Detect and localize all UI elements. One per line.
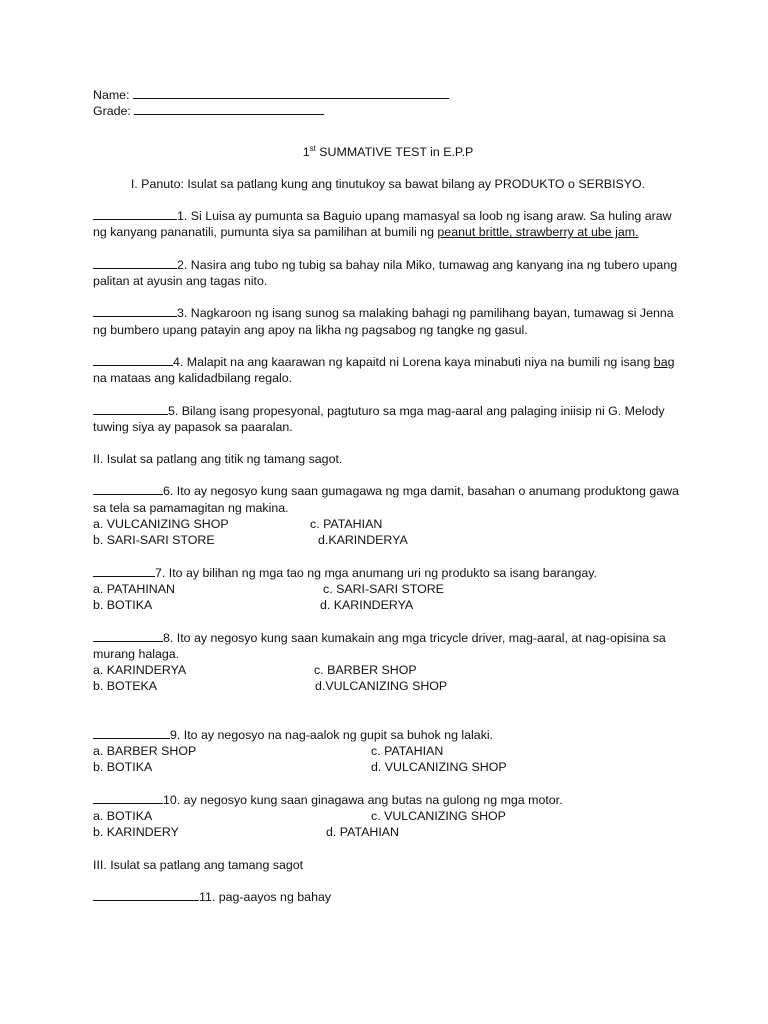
question-5 — [93, 403, 683, 436]
answer-blank-1[interactable] — [93, 208, 177, 220]
option-b: b. BOTIKA — [93, 598, 153, 613]
question-9 — [93, 727, 683, 743]
option-c: c. PATAHIAN — [310, 517, 383, 532]
question-2 — [93, 257, 683, 290]
options-row — [93, 532, 683, 548]
question-number: 1. — [177, 209, 188, 224]
question-text: Nagkaroon ng isang sunog sa malaking bahagi ng pamilihang bayan, tumawag si Jenna ng bumbero upang patayin ang apoy na likha ng pagsabog ng tangke ng gasul. — [93, 306, 674, 337]
name-line — [93, 87, 683, 103]
question-text: Si Luisa ay pumunta sa Baguio upang mamasyal sa loob ng isang araw. Sa huling araw ng kanyang pananatili, pumunta siya sa pamilihan at bumili ng — [93, 209, 672, 240]
option-a: a. KARINDERYA — [93, 663, 187, 678]
question-7 — [93, 565, 683, 581]
question-number: 5. — [168, 403, 179, 418]
options-row — [93, 824, 683, 840]
option-d: d. VULCANIZING SHOP — [371, 760, 507, 775]
option-c: c. BARBER SHOP — [314, 663, 417, 678]
test-page — [93, 87, 683, 905]
title-number: 1 — [302, 144, 310, 159]
option-c: c. VULCANIZING SHOP — [371, 808, 506, 823]
answer-blank-5[interactable] — [93, 403, 168, 415]
option-a: a. BARBER SHOP — [93, 744, 197, 759]
question-text: pag-aayos ng bahay — [215, 889, 332, 904]
option-b: b. KARINDERY — [93, 825, 179, 840]
question-text-end: na mataas ang kalidadbilang regalo. — [93, 371, 293, 386]
answer-blank-4[interactable] — [93, 354, 173, 366]
page-title — [93, 144, 683, 160]
question-number: 10. — [163, 792, 181, 807]
part2-instruction: II. Isulat sa patlang ang titik ng tamang sagot. — [93, 452, 343, 467]
option-a: a. BOTIKA — [93, 808, 153, 823]
answer-blank-9[interactable] — [93, 727, 170, 739]
option-b: b. BOTEKA — [93, 679, 158, 694]
answer-blank-2[interactable] — [93, 257, 177, 269]
question-text: Bilang isang propesyonal, pagtuturo sa mga mag-aaral ang palaging iniisip ni G. Melody tuwing siya ay papasok sa paaralan. — [93, 403, 665, 434]
question-number: 3. — [177, 306, 188, 321]
name-label: Name: — [93, 88, 130, 102]
question-number: 7. — [155, 565, 166, 580]
question-1 — [93, 208, 683, 241]
question-text: Ito ay bilihan ng mga tao ng mga anumang uri ng produkto sa isang barangay. — [165, 565, 598, 580]
part3-instruction: III. Isulat sa patlang ang tamang sagot — [93, 857, 304, 872]
answer-blank-11[interactable] — [93, 889, 199, 901]
question-number: 9. — [170, 727, 181, 742]
options-row — [93, 662, 683, 678]
options-row — [93, 759, 683, 775]
question-text: Ito ay negosyo kung saan kumakain ang mga tricycle driver, mag-aaral, at nag-opisina sa murang halaga. — [93, 630, 666, 661]
question-number: 2. — [177, 257, 188, 272]
question-8 — [93, 630, 683, 663]
title-text: SUMMATIVE TEST in E.P.P — [315, 144, 474, 159]
option-b: b. BOTIKA — [93, 760, 153, 775]
option-d: d.VULCANIZING SHOP — [315, 679, 448, 694]
question-text: Nasira ang tubo ng tubig sa bahay nila Miko, tumawag ang kanyang ina ng tubero upang palitan at ayusin ang tagas nito. — [93, 257, 678, 289]
question-text: Ito ay negosyo na nag-aalok ng gupit sa buhok ng lalaki. — [180, 727, 494, 742]
option-b: b. SARI-SARI STORE — [93, 533, 215, 548]
question-text: Malapit na ang kaarawan ng kapaitd ni Lorena kaya minabuti niya na bumili ng isang — [183, 354, 654, 369]
question-3 — [93, 305, 683, 338]
title-superscript: st — [309, 143, 316, 153]
question-text: Ito ay negosyo kung saan gumagawa ng mga damit, basahan o anumang produktong gawa sa tela sa pamamagitan ng makina. — [93, 484, 679, 515]
question-10 — [93, 792, 683, 808]
question-number: 8. — [163, 630, 174, 645]
question-11 — [93, 889, 683, 905]
grade-line — [93, 103, 683, 119]
option-a: a. VULCANIZING SHOP — [93, 517, 229, 532]
answer-blank-10[interactable] — [93, 792, 163, 804]
options-row — [93, 581, 683, 597]
question-text: ay negosyo kung saan ginagawa ang butas na gulong ng mga motor. — [180, 792, 563, 807]
options-row — [93, 678, 683, 694]
answer-blank-7[interactable] — [93, 565, 155, 577]
grade-label: Grade: — [93, 104, 131, 119]
options-row — [93, 516, 683, 532]
name-blank[interactable] — [133, 87, 449, 99]
option-d: d. PATAHIAN — [326, 825, 399, 840]
underlined-text: bag — [653, 354, 675, 369]
question-4 — [93, 354, 683, 387]
answer-blank-8[interactable] — [93, 630, 163, 642]
question-number: 11. — [199, 889, 216, 904]
option-a: a. PATAHINAN — [93, 581, 175, 596]
question-number: 6. — [163, 484, 174, 499]
options-row — [93, 597, 683, 613]
option-d: d. KARINDERYA — [320, 598, 414, 613]
question-number: 4. — [173, 354, 184, 369]
answer-blank-3[interactable] — [93, 305, 177, 317]
options-row — [93, 743, 683, 759]
answer-blank-6[interactable] — [93, 483, 163, 495]
underlined-text: peanut brittle, strawberry at ube jam. — [437, 225, 639, 240]
grade-blank[interactable] — [134, 103, 324, 115]
question-6 — [93, 483, 683, 516]
option-c: c. SARI-SARI STORE — [323, 581, 444, 596]
option-d: d.KARINDERYA — [318, 533, 408, 548]
part1-instruction: I. Panuto: Isulat sa patlang kung ang tinutukoy sa bawat bilang ay PRODUKTO o SERBISYO. — [130, 176, 646, 191]
option-c: c. PATAHIAN — [371, 744, 444, 759]
options-row — [93, 808, 683, 824]
